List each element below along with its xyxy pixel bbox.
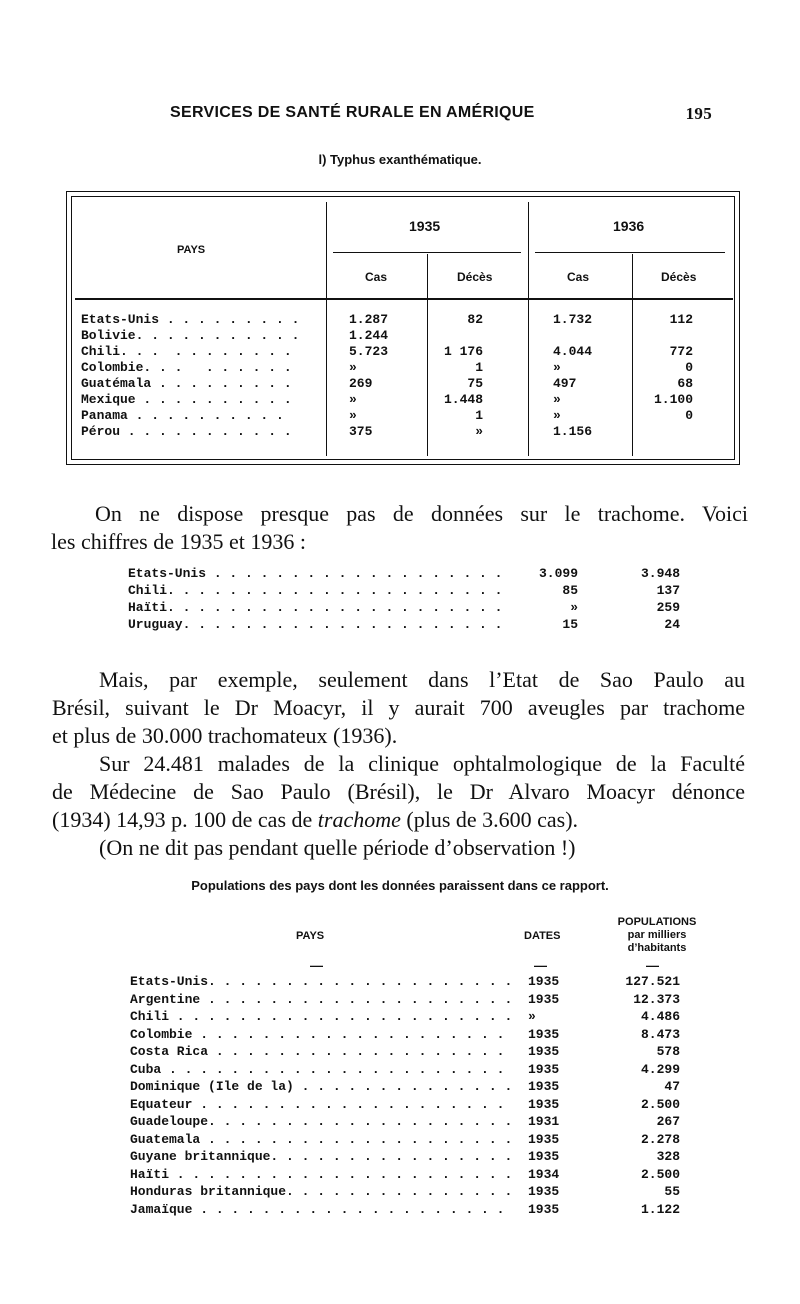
- text-line-content: (plus de 3.600 cas).: [400, 807, 579, 832]
- pop-date: 1935: [528, 1149, 560, 1164]
- pop-date: 1934: [528, 1166, 560, 1182]
- list-item: [130, 1114, 710, 1132]
- pop-pays: Argentine . . . . . . . . . . . . . . . . . . . .: [130, 991, 513, 1007]
- pop-pays: Equateur . . . . . . . . . . . . . . . . . . . .: [130, 1096, 505, 1112]
- page-number: 195: [685, 104, 712, 123]
- pop-value: 2.500: [640, 1096, 680, 1112]
- paragraph-trachome-intro: [51, 500, 748, 556]
- pop-date: 1935: [528, 991, 560, 1007]
- row-pays: Guatémala . . . . . . . . .: [81, 376, 292, 391]
- col-header-year-1936: 1936: [613, 218, 645, 234]
- list-item: [130, 1079, 710, 1097]
- pop-pays: Guadeloupe. . . . . . . . . . . . . . . . . . . .: [130, 1114, 513, 1129]
- list-item: [128, 566, 688, 583]
- text-line: On ne dispose presque pas de données sur le trachome. Voici: [95, 501, 748, 526]
- pop-value: 578: [656, 1044, 680, 1059]
- row-deces-1935: 1: [475, 360, 483, 375]
- row-cas-1935: 5.723: [349, 344, 389, 359]
- divider: [535, 252, 725, 253]
- list-item: [128, 583, 688, 600]
- pop-col-header-pays: PAYS: [296, 930, 325, 942]
- pop-pays: Chili . . . . . . . . . . . . . . . . . . . . . .: [130, 1009, 513, 1024]
- list-item: [130, 1097, 710, 1115]
- pop-date: 1935: [528, 1201, 560, 1217]
- row-cas-1936: 1.156: [553, 424, 593, 439]
- paragraph-sao-paulo: [52, 666, 745, 862]
- row-deces-1936: 0: [685, 360, 693, 375]
- pop-header-line: par milliers: [627, 929, 687, 941]
- text-line: [52, 694, 745, 722]
- pop-value: 127.521: [625, 974, 680, 989]
- row-cas-1936: 497: [553, 376, 577, 391]
- list-item: [130, 1132, 710, 1150]
- pop-pays: Jamaïque . . . . . . . . . . . . . . . . . . . .: [130, 1201, 505, 1217]
- row-cas-1936: 1.732: [553, 312, 593, 327]
- row-cas-1936: »: [553, 392, 561, 407]
- row-deces-1936: 0: [685, 408, 693, 423]
- col-header-year-1935: 1935: [409, 218, 441, 234]
- table-row: [81, 328, 721, 344]
- text-line-content: de Médecine de Sao Paulo (Brésil), le Dr Alvaro Moacyr dénonce: [52, 779, 745, 804]
- list-item: [130, 1062, 710, 1080]
- row-cas-1936: 4.044: [553, 344, 593, 359]
- row-cas-1935: »: [349, 392, 357, 407]
- table-row: [81, 392, 721, 408]
- pop-date: 1935: [528, 974, 560, 989]
- trachome-1936: 24: [664, 617, 680, 632]
- list-item: [130, 1184, 710, 1202]
- list-item: [130, 974, 710, 992]
- pop-pays: Honduras britannique. . . . . . . . . . . . . . .: [130, 1184, 513, 1199]
- row-pays: Etats-Unis . . . . . . . . .: [81, 312, 300, 327]
- pop-date: 1931: [528, 1114, 560, 1129]
- table-row: [81, 424, 721, 440]
- pop-value: 55: [664, 1184, 680, 1199]
- trachome-1935: 15: [562, 617, 578, 632]
- pop-value: 4.299: [640, 1061, 680, 1077]
- row-deces-1935: 1 176: [443, 344, 483, 359]
- populations-list: [130, 974, 710, 1219]
- trachome-1936: 3.948: [640, 566, 680, 581]
- pop-pays: Dominique (Ile de la) . . . . . . . . . . . . . .: [130, 1079, 513, 1094]
- italic-term: trachome: [317, 807, 401, 832]
- col-header-cas: Cas: [365, 270, 388, 284]
- pop-date: 1935: [528, 1026, 560, 1042]
- pop-col-header-populations: [602, 916, 712, 955]
- row-pays: Chili. . . . . . . . . . .: [81, 344, 292, 359]
- pop-value: 1.122: [640, 1201, 680, 1217]
- row-pays: Mexique . . . . . . . . . .: [81, 392, 292, 407]
- text-line-content: Sur 24.481 malades de la clinique ophtalmologique de la Faculté: [99, 751, 745, 776]
- dash-separator: —: [646, 958, 659, 973]
- list-item: [130, 1009, 710, 1027]
- running-header: [170, 104, 712, 128]
- typhus-section-title: l) Typhus exanthématique.: [318, 152, 482, 167]
- text-line: (On ne dit pas pendant quelle période d’observation !): [99, 835, 576, 860]
- running-title: SERVICES DE SANTÉ RURALE EN AMÉRIQUE: [170, 104, 535, 121]
- text-line: et plus de 30.000 trachomateux (1936).: [52, 723, 398, 748]
- pop-date: 1935: [528, 1096, 560, 1112]
- row-deces-1935: »: [475, 424, 483, 439]
- col-header-deces: Décès: [661, 270, 697, 284]
- list-item: [130, 1149, 710, 1167]
- trachome-1935: 85: [562, 583, 578, 598]
- list-item: [130, 1027, 710, 1045]
- row-cas-1936: »: [553, 360, 561, 375]
- text-line-content: Brésil, suivant le Dr Moacyr, il y aurait 700 aveugles par trachome: [52, 695, 745, 720]
- row-cas-1935: »: [349, 408, 357, 423]
- pop-value: 2.500: [640, 1166, 680, 1182]
- typhus-table: [66, 191, 740, 465]
- pop-value: 267: [656, 1114, 680, 1129]
- pop-pays: Costa Rica . . . . . . . . . . . . . . . . . . .: [130, 1044, 505, 1059]
- trachome-pays: Haïti. . . . . . . . . . . . . . . . . . . . . .: [128, 600, 503, 615]
- trachome-pays: Etats-Unis . . . . . . . . . . . . . . . . . . .: [128, 566, 503, 581]
- row-cas-1935: 269: [349, 376, 373, 391]
- col-header-deces: Décès: [457, 270, 493, 284]
- pop-date: 1935: [528, 1044, 560, 1059]
- row-cas-1935: »: [349, 360, 357, 375]
- row-pays: Panama . . . . . . . . . .: [81, 408, 284, 423]
- table-row: [81, 408, 721, 424]
- trachome-1935: 3.099: [538, 566, 578, 581]
- populations-title: Populations des pays dont les données paraissent dans ce rapport.: [191, 878, 609, 893]
- col-header-pays: PAYS: [177, 244, 206, 256]
- pop-value: 328: [656, 1149, 680, 1164]
- row-deces-1935: 1.448: [443, 392, 483, 407]
- row-deces-1936: 68: [677, 376, 693, 391]
- text-line-content: (1934) 14,93 p. 100 de cas de: [52, 807, 318, 832]
- list-item: [130, 1167, 710, 1185]
- trachome-1935: »: [570, 600, 578, 615]
- row-deces-1935: 1: [475, 408, 483, 423]
- pop-col-header-dates: DATES: [524, 930, 561, 942]
- pop-value: 47: [664, 1079, 680, 1094]
- text-line: les chiffres de 1935 et 1936 :: [51, 529, 306, 554]
- dash-separator: —: [310, 958, 323, 973]
- trachome-pays: Chili. . . . . . . . . . . . . . . . . . . . . .: [128, 583, 503, 598]
- row-cas-1936: »: [553, 408, 561, 423]
- pop-date: 1935: [528, 1184, 560, 1199]
- trachome-1936: 137: [656, 583, 680, 598]
- pop-header-line: d’habitants: [627, 942, 687, 954]
- table-row: [81, 360, 721, 376]
- list-item: [130, 1044, 710, 1062]
- trachome-1936: 259: [656, 600, 680, 615]
- text-line: [52, 806, 745, 834]
- text-line-content: Mais, par exemple, seulement dans l’Etat de Sao Paulo au: [99, 667, 745, 692]
- divider: [333, 252, 521, 253]
- row-pays: Pérou . . . . . . . . . . .: [81, 424, 292, 439]
- pop-value: 8.473: [640, 1026, 680, 1042]
- pop-pays: Guatemala . . . . . . . . . . . . . . . . . . . .: [130, 1131, 513, 1147]
- row-cas-1935: 375: [349, 424, 373, 439]
- text-line: [52, 778, 745, 806]
- row-cas-1935: 1.244: [349, 328, 389, 343]
- text-line: [52, 666, 745, 694]
- pop-date: 1935: [528, 1131, 560, 1147]
- pop-value: 12.373: [633, 991, 680, 1007]
- typhus-rows: [81, 312, 721, 440]
- table-row: [81, 344, 721, 360]
- pop-pays: Haïti . . . . . . . . . . . . . . . . . . . . . .: [130, 1166, 513, 1182]
- trachome-pays: Uruguay. . . . . . . . . . . . . . . . . . . . .: [128, 617, 503, 632]
- row-deces-1935: 75: [467, 376, 483, 391]
- row-pays: Colombie. . . . . . . . .: [81, 360, 292, 375]
- pop-date: 1935: [528, 1079, 560, 1094]
- row-deces-1935: 82: [467, 312, 483, 327]
- pop-pays: Guyane britannique. . . . . . . . . . . . . . . .: [130, 1149, 513, 1164]
- list-item: [130, 992, 710, 1010]
- text-line: [52, 750, 745, 778]
- trachome-list: [128, 566, 688, 634]
- table-row: [81, 376, 721, 392]
- col-header-cas: Cas: [567, 270, 590, 284]
- pop-header-line: POPULATIONS: [617, 916, 697, 928]
- pop-pays: Etats-Unis. . . . . . . . . . . . . . . . . . . .: [130, 974, 513, 989]
- pop-pays: Cuba . . . . . . . . . . . . . . . . . . . . . .: [130, 1061, 505, 1077]
- divider: [75, 298, 733, 300]
- pop-value: 4.486: [640, 1009, 680, 1024]
- list-item: [130, 1202, 710, 1220]
- row-deces-1936: 112: [669, 312, 693, 327]
- list-item: [128, 600, 688, 617]
- row-deces-1936: 1.100: [653, 392, 693, 407]
- row-pays: Bolivie. . . . . . . . . . .: [81, 328, 300, 343]
- dash-separator: —: [534, 958, 547, 973]
- row-cas-1935: 1.287: [349, 312, 389, 327]
- table-row: [81, 312, 721, 328]
- list-item: [128, 617, 688, 634]
- pop-date: 1935: [528, 1061, 560, 1077]
- row-deces-1936: 772: [669, 344, 693, 359]
- pop-pays: Colombie . . . . . . . . . . . . . . . . . . . .: [130, 1026, 505, 1042]
- pop-value: 2.278: [640, 1131, 680, 1147]
- pop-date: »: [528, 1009, 536, 1024]
